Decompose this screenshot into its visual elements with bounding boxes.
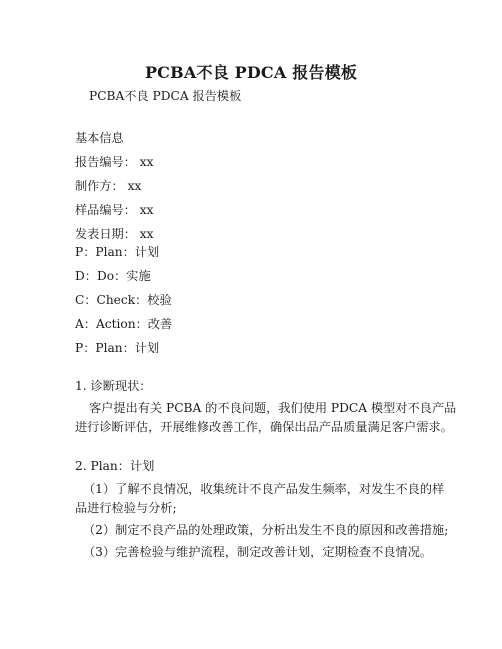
- section2-item3: （3）完善检验与维护流程，制定改善计划，定期检查不良情况。: [83, 545, 433, 559]
- section2-item1b: 品进行检验与分析;: [75, 501, 177, 515]
- pdca-action: A：Action：改善: [75, 317, 173, 331]
- section1-line1: 客户提出有关 PCBA 的不良问题，我们使用 PDCA 模型对不良产品: [89, 401, 457, 415]
- pdca-plan-repeat: P：Plan：计划: [75, 341, 160, 355]
- section2-heading: 2. Plan：计划: [75, 459, 155, 473]
- publish-date: 发表日期： xx: [75, 227, 154, 241]
- section2-item1a: （1）了解不良情况，收集统计不良产品发生频率，对发生不良的样: [83, 482, 445, 496]
- section1-heading: 1. 诊断现状：: [75, 379, 152, 393]
- section2-item2: （2）制定不良产品的处理政策，分析出发生不良的原因和改善措施;: [83, 523, 449, 537]
- sample-number: 样品编号： xx: [75, 203, 154, 217]
- page-title: PCBA不良 PDCA 报告模板: [144, 63, 358, 82]
- pdca-plan: P：Plan：计划: [75, 245, 160, 259]
- basic-info-heading: 基本信息: [75, 131, 124, 145]
- author: 制作方： xx: [75, 179, 142, 193]
- report-number: 报告编号： xx: [75, 155, 154, 169]
- pdca-do: D：Do：实施: [75, 269, 151, 283]
- subtitle: PCBA不良 PDCA 报告模板: [89, 89, 242, 103]
- section1-line2: 进行诊断评估，开展维修改善工作，确保出品产品质量满足客户需求。: [75, 420, 453, 434]
- pdca-check: C：Check：校验: [75, 293, 172, 307]
